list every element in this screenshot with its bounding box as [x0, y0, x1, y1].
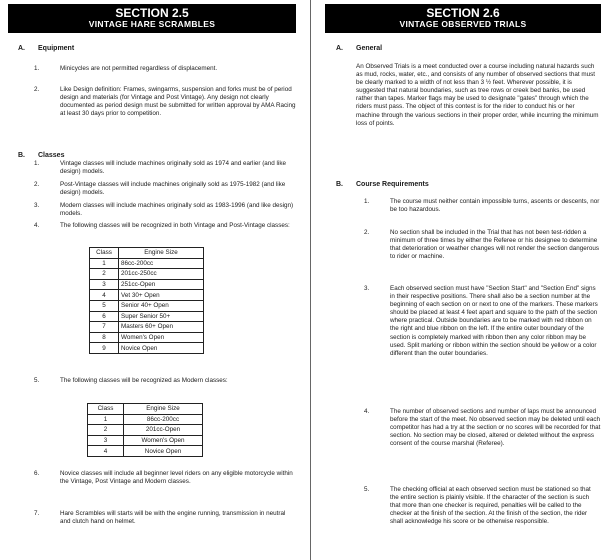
table-row: 6 Super Senior 50+ [90, 311, 204, 322]
column-header: Class [90, 248, 119, 259]
table-row: 3 251cc-Open [90, 279, 204, 290]
column-header: Engine Size [124, 404, 203, 415]
section-banner-left [8, 4, 296, 33]
table-row: 4 Vet 30+ Open [90, 290, 204, 301]
general-paragraph: An Observed Trials is a meet conducted over a course including natural hazards such as mud, rocks, water, etc., and consists of any number of observed sections that must be clearly marked to a width of not less than 3 ½ feet. Wherever possible, it is suggested that natural boundaries, such as tree rows or creek bed banks, be used rather than tapes. Marker flags may be used to designate "gates" through which the riders must pass. The object of this contest is for the rider to conduct his or her machine through the various sections in their proper order, while incurring the minimum loss of points. [356, 63, 599, 127]
table-row: 1 86cc-200cc [88, 414, 203, 425]
table-row: 8 Women's Open [90, 332, 204, 343]
table-row: 2 201cc-Open [88, 425, 203, 436]
section-number: SECTION 2.5 [115, 6, 189, 20]
section-title: VINTAGE OBSERVED TRIALS [399, 19, 527, 29]
modern-classes-table [87, 403, 203, 457]
table-row: 7 Masters 60+ Open [90, 322, 204, 333]
table-row: 9 Novice Open [90, 343, 204, 354]
table-row: 4 Novice Open [88, 446, 203, 457]
vintage-classes-table [89, 247, 204, 354]
table-row: 2 201cc-250cc [90, 269, 204, 280]
section-banner-right [325, 4, 601, 33]
table-row: 3 Women's Open [88, 435, 203, 446]
right-column: SECTION 2.6 VINTAGE OBSERVED TRIALS A. General An Observed Trials is a meet conducted over a course including natural hazards such as mud, rocks, water, etc., and consists of any number of observed sections that must be clearly marked to a width of not less than 3 ½ feet. Wherever possible, it is suggested that natural boundaries, such as tree rows or creek bed banks, be used rather than tapes. Marker flags may be used to designate "gates" through which the riders must pass. The object of this contest is for the rider to conduct his or her machine through the various sections in their proper order, while incurring the minimum loss of points. B. Course Requirements 1. The course must neither contain impossible turns, ascents or descents, nor be too hazardous. 2. No section shall be included in the Trial that has not been test-ridden a minimum of three times by either the Referee or his designee to determine that deterioration or weather changes will not render the section dangerous to rider or machine. 3. Each observed section must have "Section Start" and "Section End" signs in their respective positions. There shall also be a section number at the beginning of each section on or next to one of the markers. These markers should be placed at least 4 feet apart and square to the path of the section where practical. Outside boundaries are to be marked with red ribbon on the right and blue ribbon on the left. If the entire outer boundary of the section is completely marked with ribbon then any color ribbon may be used. Split marking or ribbon within the section should be yellow or a color different than the outer boundaries. 4. The number of observed sections and number of laps must be announced before the start of the meet. No observed section may be deleted until each competitor has had a try at the section or no scores will be recorded for that section. No section may be closed, altered or deleted without the express consent of the course marshal (Referee). 5. The checking official at each observed section must be stationed so that the entire section is plainly visible. If the character of the section is such that more than one checker is required, penalties will be called to the checker at the finish of the section. At the finish of the section, the rider shall acknowledge his score or be otherwise responsible. [325, 4, 601, 560]
column-header: Class [88, 404, 124, 415]
column-header: Engine Size [119, 248, 204, 259]
table-row: 1 86cc-200cc [90, 258, 204, 269]
left-column: SECTION 2.5 VINTAGE HARE SCRAMBLES A. Equipment 1. Minicycles are not permitted regardless of displacement. 2. Like Design definition: Frames, swingarms, suspension and forks must be of period design and materials (for Vintage and Post Vintage). Any design not clearly documented as period design must be submitted for written approval by AMA Racing at least 30 days prior to competition. B. Classes 1. Vintage classes will include machines originally sold as 1974 and earlier (and like design) models. 2. Post-Vintage classes will include machines originally sold as 1975-1982 (and like design) models. 3. Modern classes will include machines originally sold as 1983-1996 (and like design) models. 4. The following classes will be recognized in both Vintage and Post-Vintage classes: Class Engine Size 1 86cc-200cc 2 201cc-250cc 3 251cc-Open 4 Vet 30+ Open 5 Senior 40+ Open 6 Super Senior 50+ 7 Masters 60+ Open 8 Women's Open 9 Novice Open 5. The following classes will be recognized as Modern classes: Class Engine Size 1 86cc-200cc 2 201cc-Open 3 Women's Open 4 Novice Open 6. Novice classes will include all beginner level riders on any eligible motorcycle within the Vintage, Post Vintage and Modern classes. 7. Hare Scrambles will starts will be with the engine running, transmission in neutral and clutch hand on helmet. [8, 4, 296, 560]
table-row: 5 Senior 40+ Open [90, 300, 204, 311]
section-title: VINTAGE HARE SCRAMBLES [88, 19, 216, 29]
column-divider [310, 0, 311, 560]
section-number: SECTION 2.6 [426, 6, 500, 20]
